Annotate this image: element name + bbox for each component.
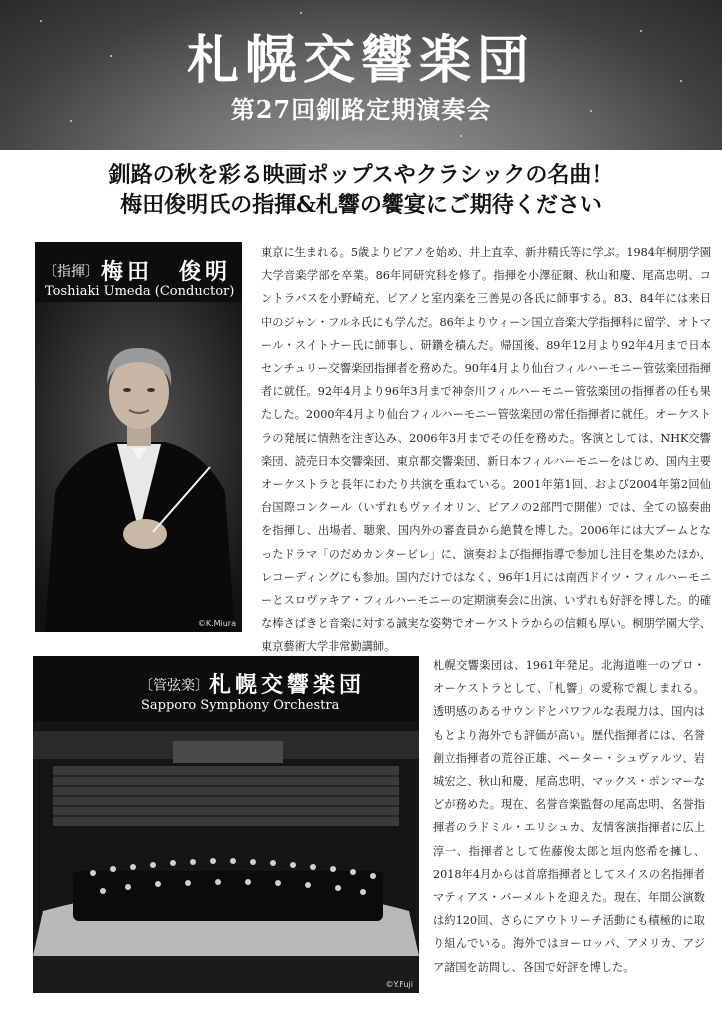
orchestra-name-en: Sapporo Symphony Orchestra — [141, 698, 340, 713]
orchestra-panel — [33, 656, 419, 993]
tagline-line-1: 釧路の秋を彩る映画ポップスやクラシックの名曲！ — [108, 162, 614, 188]
conductor-photo — [35, 302, 242, 632]
header-banner — [0, 0, 722, 150]
conductor-name-en: Toshiaki Umeda (Conductor) — [45, 284, 235, 299]
orchestra-bio: 札幌交響楽団は、1961年発足。北海道唯一のプロ・オーケストラとして、「札響」の愛称で親しまれる。透明感のあるサウンドとパワフルな表現力は、国内はもとより海外でも評価が高い。歴代指揮者には、名誉創立指揮者の荒谷正雄、ペーター・シュヴァルツ、岩城宏之、秋山和慶、尾高忠明、マックス・ポンマーなどが務めた。現在、名誉音楽監督の尾高忠明、名誉指揮者のラドミル・エリシュカ、友情客演指揮者に広上淳一、指揮者として佐藤俊太郎と垣内悠希を擁し、2018年4月からは首席指揮者としてスイスの名指揮者マティアス・バーメルトを迎えた。現在、年間公演数は約120回、さらにアウトリーチ活動にも積極的に取り組んでいる。海外ではヨーロッパ、アメリカ、アジア諸国を訪問し、各国で好評を博した。 — [433, 659, 705, 974]
conductor-panel — [35, 242, 242, 632]
orchestra-name: 札幌交響楽団 — [209, 672, 366, 698]
conductor-bio: 東京に生まれる。5歳よりピアノを始め、井上直幸、新井精氏等に学ぶ。1984年桐朋学園大学音楽学部を卒業。86年同研究科を修了。指揮を小澤征爾、秋山和慶、尾高忠明、コントラバスを小野崎充、ピアノと室内楽を三善晃の各氏に師事する。83、84年には来日中のジャン・フルネ氏にも学んだ。86年よりウィーン国立音楽大学指揮科に留学、オトマール・スイトナー氏に師事し、研鑽を積んだ。帰国後、89年12月より92年4月まで日本センチュリー交響楽団指揮者を務めた。90年4月より仙台フィルハーモニー管弦楽団指揮者に就任。92年4月より96年3月まで神奈川フィルハーモニー管弦楽団の指揮者の任も果たした。2000年4月より仙台フィルハーモニー管弦楽団の常任指揮者に就任。オーケストラの発展に情熱を注ぎ込み、2006年3月までその任を務めた。客演としては、NHK交響楽団、読売日本交響楽団、東京都交響楽団、新日本フィルハーモニーをはじめ、国内主要オーケストラと長年にわたり共演を重ねている。2001年第1回、および2004年第2回仙台国際コンクール（いずれもヴァイオリン、ピアノの2部門で開催）では、全ての協奏曲を指揮し、出場者、聴衆、国内外の審査員から絶賛を博した。2006年には大ブームとなったドラマ「のだめカンタービレ」に、演奏および指揮指導で参加し注目を集めたほか、レコーディングにも参加。国内だけではなく、96年1月には南西ドイツ・フィルハーモニーとスロヴァキア・フィルハーモニーの定期演奏会に出演、いずれも好評を博した。的確な棒さばきと音楽に対する誠実な姿勢でオーケストラからの信頼も厚い。桐朋学園大学、東京藝術大学非常勤講師。 — [261, 246, 711, 654]
tagline-line-2: 梅田俊明氏の指揮&札響の饗宴にご期待ください — [120, 192, 602, 218]
conductor-role: 〔指揮〕 — [43, 264, 99, 280]
conductor-name: 梅田 俊明 — [101, 259, 232, 285]
conductor-photo-credit: ©K.Miura — [197, 619, 236, 628]
orchestra-photo-credit: ©Y.Fuji — [385, 980, 413, 989]
orchestra-photo — [33, 721, 419, 993]
orchestra-role: 〔管弦楽〕 — [139, 678, 209, 694]
page-title: 札幌交響楽団 — [186, 30, 535, 91]
page-subtitle: 第27回釧路定期演奏会 — [230, 95, 492, 124]
